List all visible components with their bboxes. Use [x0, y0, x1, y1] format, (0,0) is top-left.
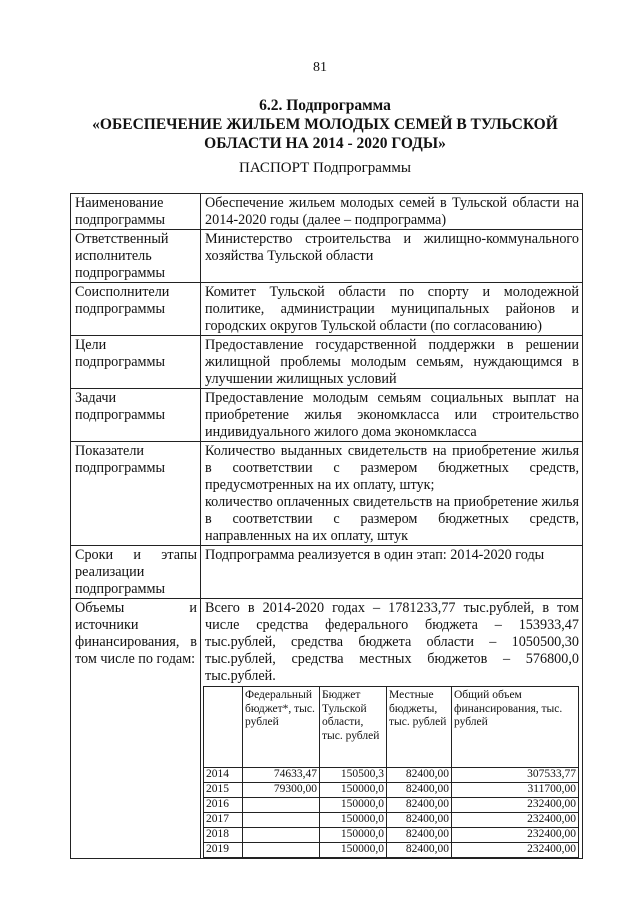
table-row [71, 336, 583, 389]
finance-federal [243, 828, 320, 843]
finance-row [204, 768, 579, 783]
indicator-2: количество оплаченных свидетельств на приобретение жилья в соответствии с размером бюджетных средств, направленных на их оплату, штук [205, 494, 579, 544]
finance-row [204, 828, 579, 843]
finance-row [204, 798, 579, 813]
finance-year: 2016 [204, 798, 243, 813]
heading-line-3: ОБЛАСТИ НА 2014 - 2020 ГОДЫ» [204, 135, 446, 152]
finance-regional: 150000,0 [320, 828, 387, 843]
row-value: Обеспечение жильем молодых семей в Тульской области на 2014-2020 годы (далее – подпрограмма) [201, 194, 583, 230]
finance-row [204, 843, 579, 858]
finance-local: 82400,00 [387, 843, 452, 858]
finance-federal [243, 813, 320, 828]
finance-row [204, 813, 579, 828]
finance-local: 82400,00 [387, 828, 452, 843]
row-value: Комитет Тульской области по спорту и молодежной политике, администрации муниципальных районов и городских округов Тульской области (по согласованию) [201, 283, 583, 336]
table-row [71, 546, 583, 599]
finance-year: 2019 [204, 843, 243, 858]
funding-summary: Всего в 2014-2020 годах – 1781233,77 тыс.рублей, в том числе средства федерального бюджета – 153933,47 тыс.рублей, средства бюджета области – 1050500,30 тыс.рублей, средства местных бюджетов – 576800,0 тыс.рублей. [205, 600, 579, 684]
finance-header-total: Общий объем финансирования, тыс. рублей [452, 687, 579, 768]
finance-year: 2018 [204, 828, 243, 843]
finance-header-year [204, 687, 243, 768]
finance-year: 2014 [204, 768, 243, 783]
finance-local: 82400,00 [387, 768, 452, 783]
finance-total: 232400,00 [452, 843, 579, 858]
finance-total: 232400,00 [452, 828, 579, 843]
row-value: Предоставление государственной поддержки в решении жилищной проблемы молодым семьям, нуждающимся в улучшении жилищных условий [201, 336, 583, 389]
finance-regional: 150000,0 [320, 798, 387, 813]
finance-total: 232400,00 [452, 813, 579, 828]
indicator-1: Количество выданных свидетельств на приобретение жилья в соответствии с размером бюджетных средств, предусмотренных на их оплату, штук; [205, 443, 579, 493]
finance-year: 2015 [204, 783, 243, 798]
finance-table [203, 686, 579, 858]
table-row [71, 194, 583, 230]
page-number: 81 [313, 60, 327, 75]
finance-local: 82400,00 [387, 798, 452, 813]
row-label: Наименование подпрограммы [71, 194, 201, 230]
passport-title: ПАСПОРТ Подпрограммы [239, 160, 411, 176]
table-row [71, 283, 583, 336]
row-value: Подпрограмма реализуется в один этап: 2014-2020 годы [201, 546, 583, 599]
finance-federal [243, 843, 320, 858]
finance-header-federal: Федеральный бюджет*, тыс. рублей [243, 687, 320, 768]
finance-header-local: Местные бюджеты, тыс. рублей [387, 687, 452, 768]
finance-local: 82400,00 [387, 783, 452, 798]
subprogram-heading [70, 96, 580, 153]
table-row [71, 442, 583, 546]
finance-regional: 150500,3 [320, 768, 387, 783]
finance-header-row [204, 687, 579, 768]
row-value: Министерство строительства и жилищно-коммунального хозяйства Тульской области [201, 230, 583, 283]
finance-header-regional: Бюджет Тульской области, тыс. рублей [320, 687, 387, 768]
row-label: Цели подпрограммы [71, 336, 201, 389]
row-label: Задачи подпрограммы [71, 389, 201, 442]
finance-local: 82400,00 [387, 813, 452, 828]
passport-table [70, 193, 583, 859]
finance-regional: 150000,0 [320, 843, 387, 858]
row-value [201, 599, 583, 859]
finance-regional: 150000,0 [320, 813, 387, 828]
row-label: Соисполнители подпрограммы [71, 283, 201, 336]
row-label: Объемы и источники финансирования, в том числе по годам: [71, 599, 201, 859]
heading-line-2: «ОБЕСПЕЧЕНИЕ ЖИЛЬЕМ МОЛОДЫХ СЕМЕЙ В ТУЛЬСКОЙ [92, 116, 558, 133]
heading-line-1: 6.2. Подпрограмма [259, 97, 391, 114]
table-row [71, 230, 583, 283]
finance-federal: 74633,47 [243, 768, 320, 783]
table-row [71, 599, 583, 859]
table-row [71, 389, 583, 442]
row-label: Сроки и этапы реализации подпрограммы [71, 546, 201, 599]
finance-regional: 150000,0 [320, 783, 387, 798]
row-label: Ответственный исполнитель подпрограммы [71, 230, 201, 283]
finance-total: 311700,00 [452, 783, 579, 798]
finance-total: 232400,00 [452, 798, 579, 813]
row-value [201, 442, 583, 546]
finance-federal: 79300,00 [243, 783, 320, 798]
row-label: Показатели подпрограммы [71, 442, 201, 546]
finance-total: 307533,77 [452, 768, 579, 783]
finance-row [204, 783, 579, 798]
row-value: Предоставление молодым семьям социальных выплат на приобретение жилья экономкласса или строительство индивидуального жилого дома экономкласса [201, 389, 583, 442]
finance-federal [243, 798, 320, 813]
finance-year: 2017 [204, 813, 243, 828]
